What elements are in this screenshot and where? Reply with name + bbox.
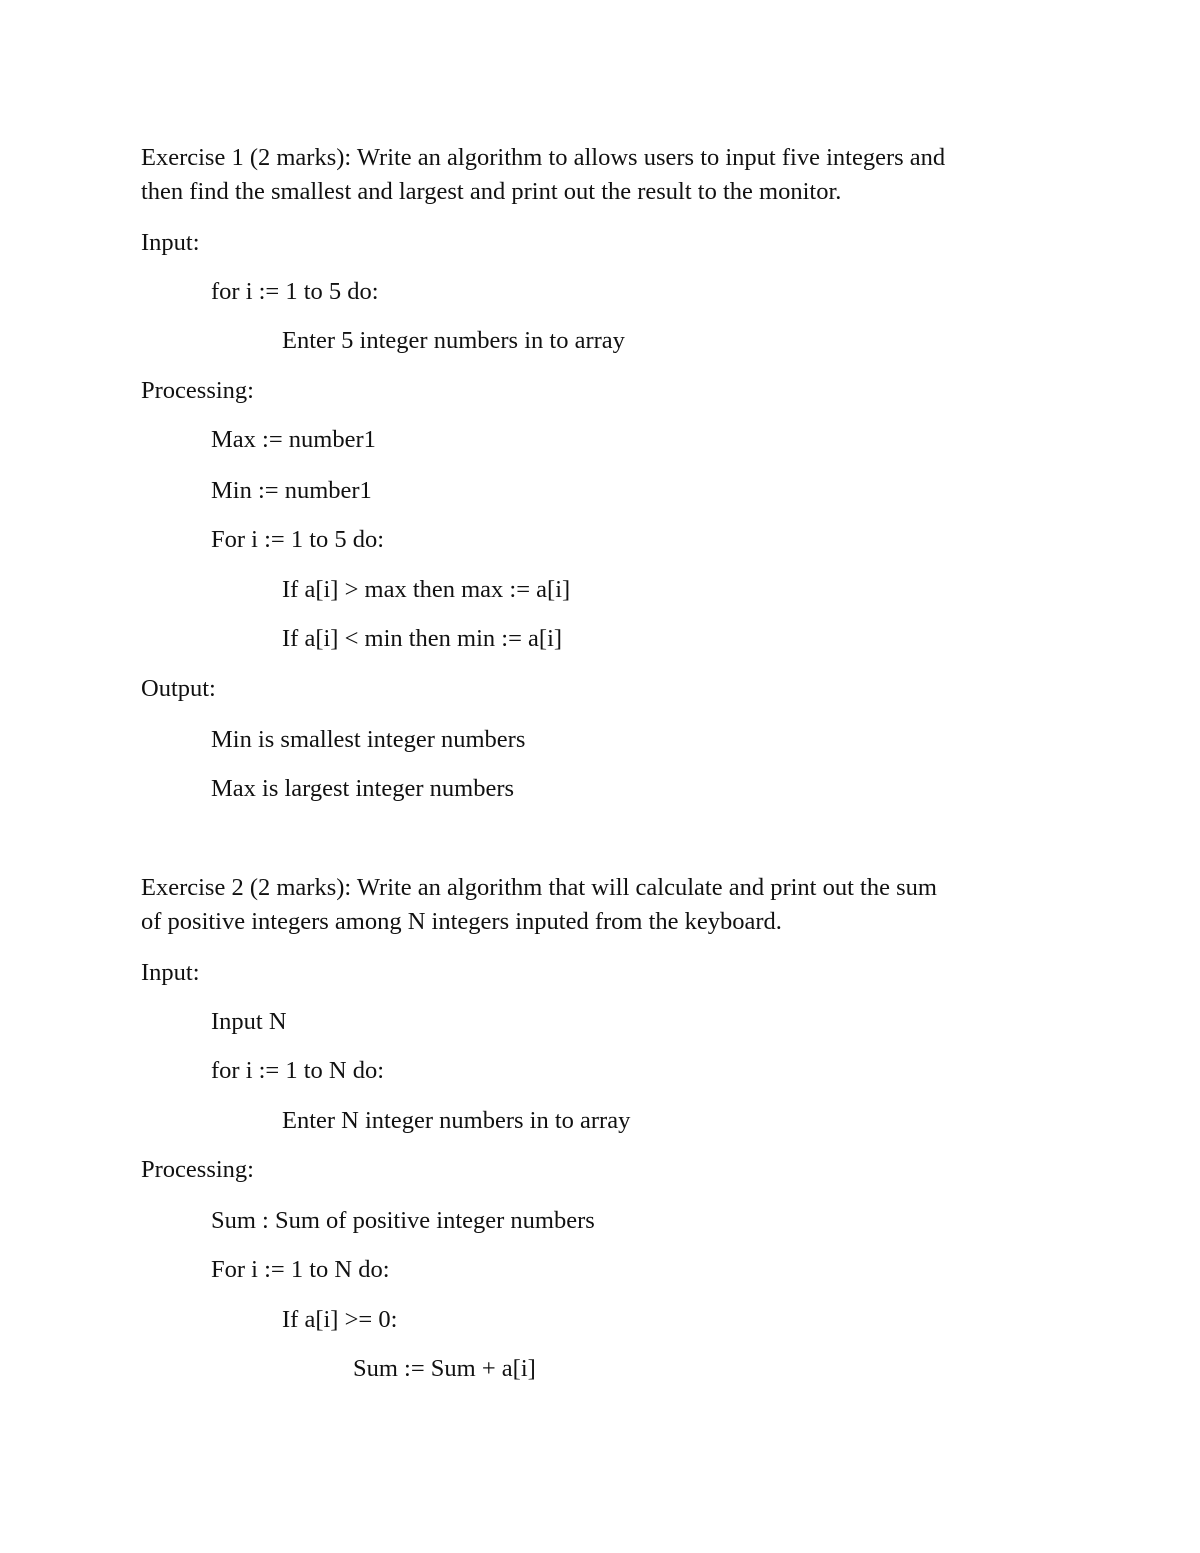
- exercise1-input-label: Input:: [141, 229, 200, 256]
- exercise1-processing-body: If a[i] < min then min := a[i]: [282, 625, 563, 652]
- exercise1-output-line: Min is smallest integer numbers: [211, 726, 526, 753]
- exercise1-input-body: Enter 5 integer numbers in to array: [282, 327, 625, 354]
- exercise2-input-body: Enter N integer numbers in to array: [282, 1107, 631, 1134]
- exercise2-processing-assign: Sum := Sum + a[i]: [353, 1355, 536, 1382]
- exercise1-processing-line: Min := number1: [211, 477, 372, 504]
- exercise1-processing-line: Max := number1: [211, 426, 376, 453]
- exercise2-processing-label: Processing:: [141, 1156, 254, 1183]
- exercise1-heading-line2: then find the smallest and largest and print out the result to the monitor.: [141, 178, 842, 205]
- exercise2-input-n: Input N: [211, 1008, 287, 1035]
- exercise1-output-label: Output:: [141, 675, 216, 702]
- exercise2-heading-line2: of positive integers among N integers inputed from the keyboard.: [141, 908, 782, 935]
- exercise2-processing-sum-def: Sum : Sum of positive integer numbers: [211, 1207, 595, 1234]
- exercise1-processing-body: If a[i] > max then max := a[i]: [282, 576, 571, 603]
- exercise2-processing-if: If a[i] >= 0:: [282, 1306, 398, 1333]
- exercise1-output-line: Max is largest integer numbers: [211, 775, 515, 802]
- exercise2-input-label: Input:: [141, 959, 200, 986]
- exercise1-heading-line1: Exercise 1 (2 marks): Write an algorithm to allows users to input five integers and: [141, 144, 946, 171]
- exercise2-heading-line1: Exercise 2 (2 marks): Write an algorithm that will calculate and print out the sum: [141, 874, 937, 901]
- exercise1-processing-line: For i := 1 to 5 do:: [211, 526, 385, 553]
- exercise1-input-loop: for i := 1 to 5 do:: [211, 278, 379, 305]
- exercise2-processing-loop: For i := 1 to N do:: [211, 1256, 390, 1283]
- exercise1-processing-label: Processing:: [141, 377, 254, 404]
- exercise2-input-loop: for i := 1 to N do:: [211, 1057, 385, 1084]
